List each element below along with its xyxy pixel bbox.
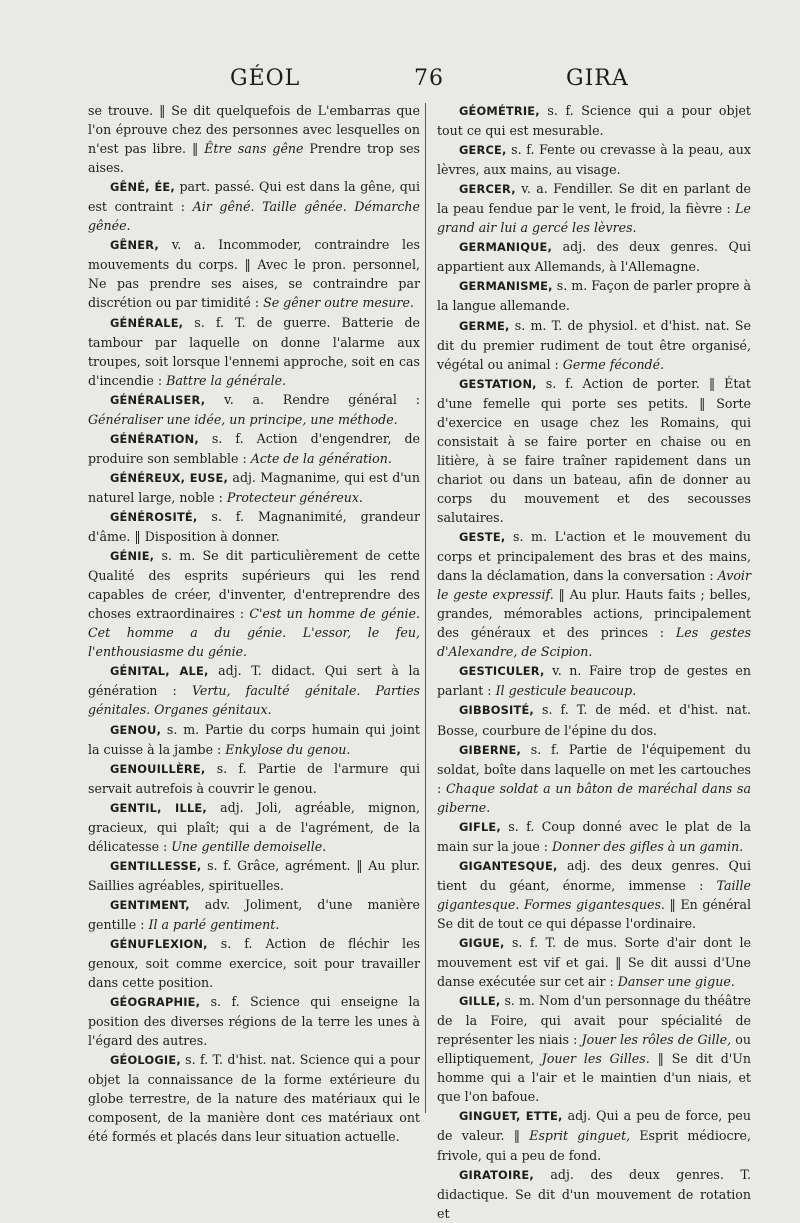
example-text: Battre la générale. bbox=[166, 372, 287, 388]
example-text: Il gesticule beaucoup. bbox=[495, 683, 637, 699]
dictionary-entry bbox=[437, 276, 751, 315]
example-text: Se gêner outre mesure. bbox=[263, 295, 414, 311]
definition-text: adj. des deux genres. T. didactique. Se dit d'un mouvement de rotation et bbox=[437, 1166, 751, 1221]
example-text: Air gêné. Taille gênée. Démarche gênée. bbox=[88, 199, 420, 234]
headword: GÉOLOGIE, bbox=[110, 1053, 181, 1068]
headword: GIFLE, bbox=[459, 819, 501, 834]
dictionary-entry bbox=[88, 895, 420, 934]
example-text: Chaque soldat a un bâton de maréchal dans sa giberne. bbox=[437, 780, 752, 815]
definition-text: s. f. Grâce, agrément. ‖ Au plur. Saillies agréables, spirituelles. bbox=[88, 857, 420, 893]
example-text: C'est un homme de génie. Cet homme a du génie. L'essor, le feu, l'enthousiasme du génie. bbox=[88, 606, 420, 660]
headword: GERME, bbox=[459, 318, 510, 333]
headword: GERCER, bbox=[459, 182, 516, 197]
definition-text: s. f. Fente ou crevasse à la peau, aux lèvres, aux mains, au visage. bbox=[437, 142, 751, 178]
definition-text: s. f. Partie de l'équipement du soldat, boîte dans laquelle on met les cartouches : bbox=[437, 741, 751, 796]
dictionary-entry bbox=[437, 316, 751, 374]
definition-text: s. f. T. d'hist. nat. Science qui a pour objet la connaissance de la forme extérieure du globe terrestre, de la nature des matériaux qui le composent, de la manière dont ces matériaux ont été formés et placés dans leur situation actuelle. bbox=[88, 1052, 420, 1145]
definition-text: adj. des deux genres. Qui appartient aux Allemands, à l'Allemagne. bbox=[437, 239, 751, 275]
dictionary-entry bbox=[437, 237, 751, 276]
dictionary-entry bbox=[88, 1050, 420, 1146]
headword: GILLE, bbox=[459, 994, 501, 1009]
dictionary-entry bbox=[437, 1165, 751, 1223]
headword: GÊNÉ, ÉE, bbox=[110, 180, 175, 195]
headword: GÉNITAL, ALE, bbox=[110, 664, 209, 679]
example-text: Esprit ginguet, bbox=[529, 1128, 631, 1144]
dictionary-entry bbox=[437, 527, 751, 661]
dictionary-entry bbox=[88, 507, 420, 546]
dictionary-entry bbox=[88, 101, 420, 177]
dictionary-entry bbox=[88, 934, 420, 992]
definition-text: adv. Joliment, d'une manière gentille : bbox=[88, 896, 420, 932]
headword: GESTE, bbox=[459, 530, 506, 545]
definition-text: Prendre trop ses aises. bbox=[88, 141, 420, 176]
definition-text: s. f. T. de méd. et d'hist. nat. Bosse, courbure de l'épine du dos. bbox=[437, 702, 751, 738]
page-number: 76 bbox=[414, 66, 444, 91]
header-left-guideword: GÉOL bbox=[230, 66, 301, 91]
definition-text: s. m. Façon de parler propre à la langue allemande. bbox=[437, 278, 751, 314]
definition-text: v. a. Incommoder, contraindre les mouvements du corps. ‖ Avec le pron. personnel, Ne pas prendre ses aises, se contraindre par discrétion ou par timidité : bbox=[88, 237, 420, 311]
definition-text: ‖ Se dit d'Un homme qui a l'air et le maintien d'un niais, et que l'on bafoue. bbox=[437, 1051, 751, 1105]
dictionary-entry bbox=[88, 390, 420, 429]
definition-text: s. f. T. de mus. Sorte d'air dont le mouvement est vif et gai. ‖ Se dit aussi d'Une danse exécutée sur cet air : bbox=[437, 935, 751, 990]
example-text: Jouer les rôles de Gille, bbox=[581, 1032, 732, 1048]
example-text: Acte de la génération. bbox=[250, 450, 392, 466]
headword: GIGANTESQUE, bbox=[459, 858, 558, 873]
dictionary-entry bbox=[437, 740, 751, 817]
headword: GENTIMENT, bbox=[110, 897, 190, 912]
definition-text: ‖ Au plur. Hauts faits ; belles, grandes, mémorables actions, principalement des généraux et des princes : bbox=[437, 587, 751, 641]
dictionary-entry bbox=[88, 546, 420, 661]
definition-text: se trouve. ‖ Se dit quelquefois de L'embarras que l'on éprouve chez des personnes avec lesquelles on n'est pas libre. ‖ bbox=[88, 103, 420, 157]
headword: GENTILLESSE, bbox=[110, 858, 202, 873]
example-text: Enkylose du genou. bbox=[225, 741, 351, 757]
headword: GÉNUFLEXION, bbox=[110, 937, 208, 952]
definition-text: adj. Qui a peu de force, peu de valeur. ‖ bbox=[437, 1108, 751, 1144]
dictionary-entry bbox=[437, 1106, 751, 1164]
definition-text: s. f. Partie de l'armure qui servait autrefois à couvrir le genou. bbox=[88, 760, 420, 796]
dictionary-entry bbox=[88, 313, 420, 390]
headword: GÉOGRAPHIE, bbox=[110, 995, 201, 1010]
headword: GIRATOIRE, bbox=[459, 1167, 534, 1182]
example-text: Donner des gifles à un gamin. bbox=[552, 838, 744, 854]
headword: GERMANIQUE, bbox=[459, 240, 553, 255]
headword: GENOU, bbox=[110, 722, 162, 737]
headword: GESTICULER, bbox=[459, 664, 545, 679]
column-divider bbox=[425, 103, 426, 1113]
definition-text: s. f. Science qui a pour objet tout ce qui est mesurable. bbox=[437, 103, 751, 139]
dictionary-entry bbox=[437, 140, 751, 179]
headword: GÉOMÉTRIE, bbox=[459, 104, 540, 118]
dictionary-entry bbox=[437, 101, 751, 140]
example-text: Avoir le geste expressif. bbox=[437, 568, 751, 603]
headword: GERMANISME, bbox=[459, 279, 553, 294]
example-text: Être sans gêne bbox=[204, 141, 304, 157]
definition-text: ou elliptiquement, bbox=[437, 1032, 751, 1067]
definition-text: part. passé. Qui est dans la gêne, qui est contraint : bbox=[88, 179, 420, 215]
headword: GÉNÉRATION, bbox=[110, 431, 199, 446]
dictionary-entry bbox=[88, 759, 420, 798]
definition-text: v. n. Faire trop de gestes en parlant : bbox=[437, 663, 751, 699]
dictionary-entry bbox=[88, 661, 420, 719]
left-column bbox=[88, 101, 420, 1147]
definition-text: s. f. T. de guerre. Batterie de tambour par laquelle on donne l'alarme aux troupes, soit lorsque l'ennemi approche, soit en cas d'incendie : bbox=[88, 314, 420, 388]
example-text: Il a parlé gentiment. bbox=[148, 916, 280, 932]
headword: GÉNÉREUX, EUSE, bbox=[110, 470, 229, 485]
dictionary-entry bbox=[437, 374, 751, 527]
definition-text: v. a. Fendiller. Se dit en parlant de la peau fendue par le vent, le froid, la fièvre : bbox=[437, 181, 751, 217]
headword: GIGUE, bbox=[459, 936, 505, 951]
headword: GÊNER, bbox=[110, 238, 159, 253]
example-text: Généraliser une idée, un principe, une méthode. bbox=[88, 411, 398, 427]
dictionary-entry bbox=[88, 720, 420, 759]
dictionary-entry bbox=[88, 429, 420, 468]
dictionary-entry bbox=[437, 179, 751, 237]
headword: GENOUILLÈRE, bbox=[110, 761, 206, 776]
definition-text: s. f. Action de fléchir les genoux, soit comme exercice, soit pour travailler dans cette position. bbox=[88, 936, 420, 991]
dictionary-entry bbox=[88, 177, 420, 235]
definition-text: s. f. Science qui enseigne la position des diverses régions de la terre les unes à l'égard des autres. bbox=[88, 994, 420, 1049]
example-text: Germe fécondé. bbox=[562, 356, 665, 372]
definition-text: Esprit médiocre, frivole, qui a peu de fond. bbox=[437, 1128, 751, 1163]
dictionary-entry bbox=[437, 700, 751, 739]
definition-text: s. m. Partie du corps humain qui joint la cuisse à la jambe : bbox=[88, 721, 420, 757]
dictionary-entry bbox=[437, 933, 751, 991]
definition-text: v. a. Rendre général : bbox=[205, 391, 420, 407]
example-text: Une gentille demoiselle. bbox=[171, 838, 327, 854]
definition-text: adj. Joli, agréable, mignon, gracieux, qui plaît; qui a de l'agrément, de la délicatesse : bbox=[88, 799, 421, 854]
headword: GENTIL, ILLE, bbox=[110, 800, 207, 815]
dictionary-entry bbox=[88, 992, 420, 1050]
headword: GÉNÉROSITÉ, bbox=[110, 509, 198, 524]
example-text: Le grand air lui a gercé les lèvres. bbox=[437, 201, 751, 236]
example-text: Vertu, faculté génitale. Parties génitales. Organes génitaux. bbox=[88, 683, 420, 718]
headword: GIBBOSITÉ, bbox=[459, 703, 534, 718]
dictionary-entry bbox=[437, 817, 751, 856]
definition-text: adj. des deux genres. Qui tient du géant, énorme, immense : bbox=[437, 857, 751, 893]
headword: GINGUET, ETTE, bbox=[459, 1109, 563, 1124]
definition-text: s. f. Action d'engendrer, de produire son semblable : bbox=[88, 430, 420, 466]
definition-text: adj. Magnanime, qui est d'un naturel large, noble : bbox=[88, 469, 420, 505]
headword: GÉNÉRALISER, bbox=[110, 392, 206, 407]
headword: GÉNIE, bbox=[110, 549, 155, 564]
example-text: Protecteur généreux. bbox=[226, 489, 363, 505]
headword: GESTATION, bbox=[459, 376, 537, 391]
example-text: Jouer les Gilles. bbox=[541, 1051, 650, 1067]
definition-text: s. m. T. de physiol. et d'hist. nat. Se dit du premier rudiment de tout être organisé, végétal ou animal : bbox=[437, 317, 751, 372]
header-right-guideword: GIRA bbox=[566, 66, 629, 91]
dictionary-entry bbox=[88, 235, 420, 312]
dictionary-entry bbox=[437, 661, 751, 700]
definition-text: ‖ En général Se dit de tout ce qui dépasse l'ordinaire. bbox=[437, 896, 751, 931]
example-text: Les gestes d'Alexandre, de Scipion. bbox=[437, 625, 751, 660]
definition-text: s. f. Action de porter. ‖ État d'une femelle qui porte ses petits. ‖ Sorte d'exercice en usage chez les Romains, qui consistait à se faire porter en chaise ou en litière, à se faire traîner rapidement dans un chariot ou dans un bateau, afin de donner au corps du mouvement et des secousses salutaires. bbox=[437, 375, 751, 525]
dictionary-entry bbox=[88, 798, 420, 856]
headword: GÉNÉRALE, bbox=[110, 315, 184, 330]
dictionary-entry bbox=[437, 991, 751, 1106]
right-column bbox=[437, 101, 751, 1223]
definition-text: s. m. Nom d'un personnage du théâtre de la Foire, qui avait pour spécialité de représenter les niais : bbox=[437, 993, 751, 1048]
definition-text: adj. T. didact. Qui sert à la génération : bbox=[88, 663, 420, 699]
example-text: Taille gigantesque. Formes gigantesques. bbox=[437, 877, 751, 912]
dictionary-entry bbox=[88, 468, 420, 507]
definition-text: s. m. L'action et le mouvement du corps et principalement des bras et des mains, dans la déclamation, dans la conversation : bbox=[437, 529, 751, 584]
headword: GERCE, bbox=[459, 143, 507, 158]
example-text: Danser une gigue. bbox=[617, 974, 735, 990]
page-header bbox=[0, 66, 800, 96]
dictionary-entry bbox=[88, 856, 420, 895]
definition-text: s. f. Magnanimité, grandeur d'âme. ‖ Disposition à donner. bbox=[88, 508, 420, 545]
definition-text: s. m. Se dit particulièrement de cette Qualité des esprits supérieurs qui les rend capables de créer, d'inventer, d'entreprendre des choses extraordinaires : bbox=[88, 548, 420, 622]
headword: GIBERNE, bbox=[459, 742, 522, 757]
definition-text: s. f. Coup donné avec le plat de la main sur la joue : bbox=[437, 818, 751, 854]
dictionary-entry bbox=[437, 856, 751, 933]
